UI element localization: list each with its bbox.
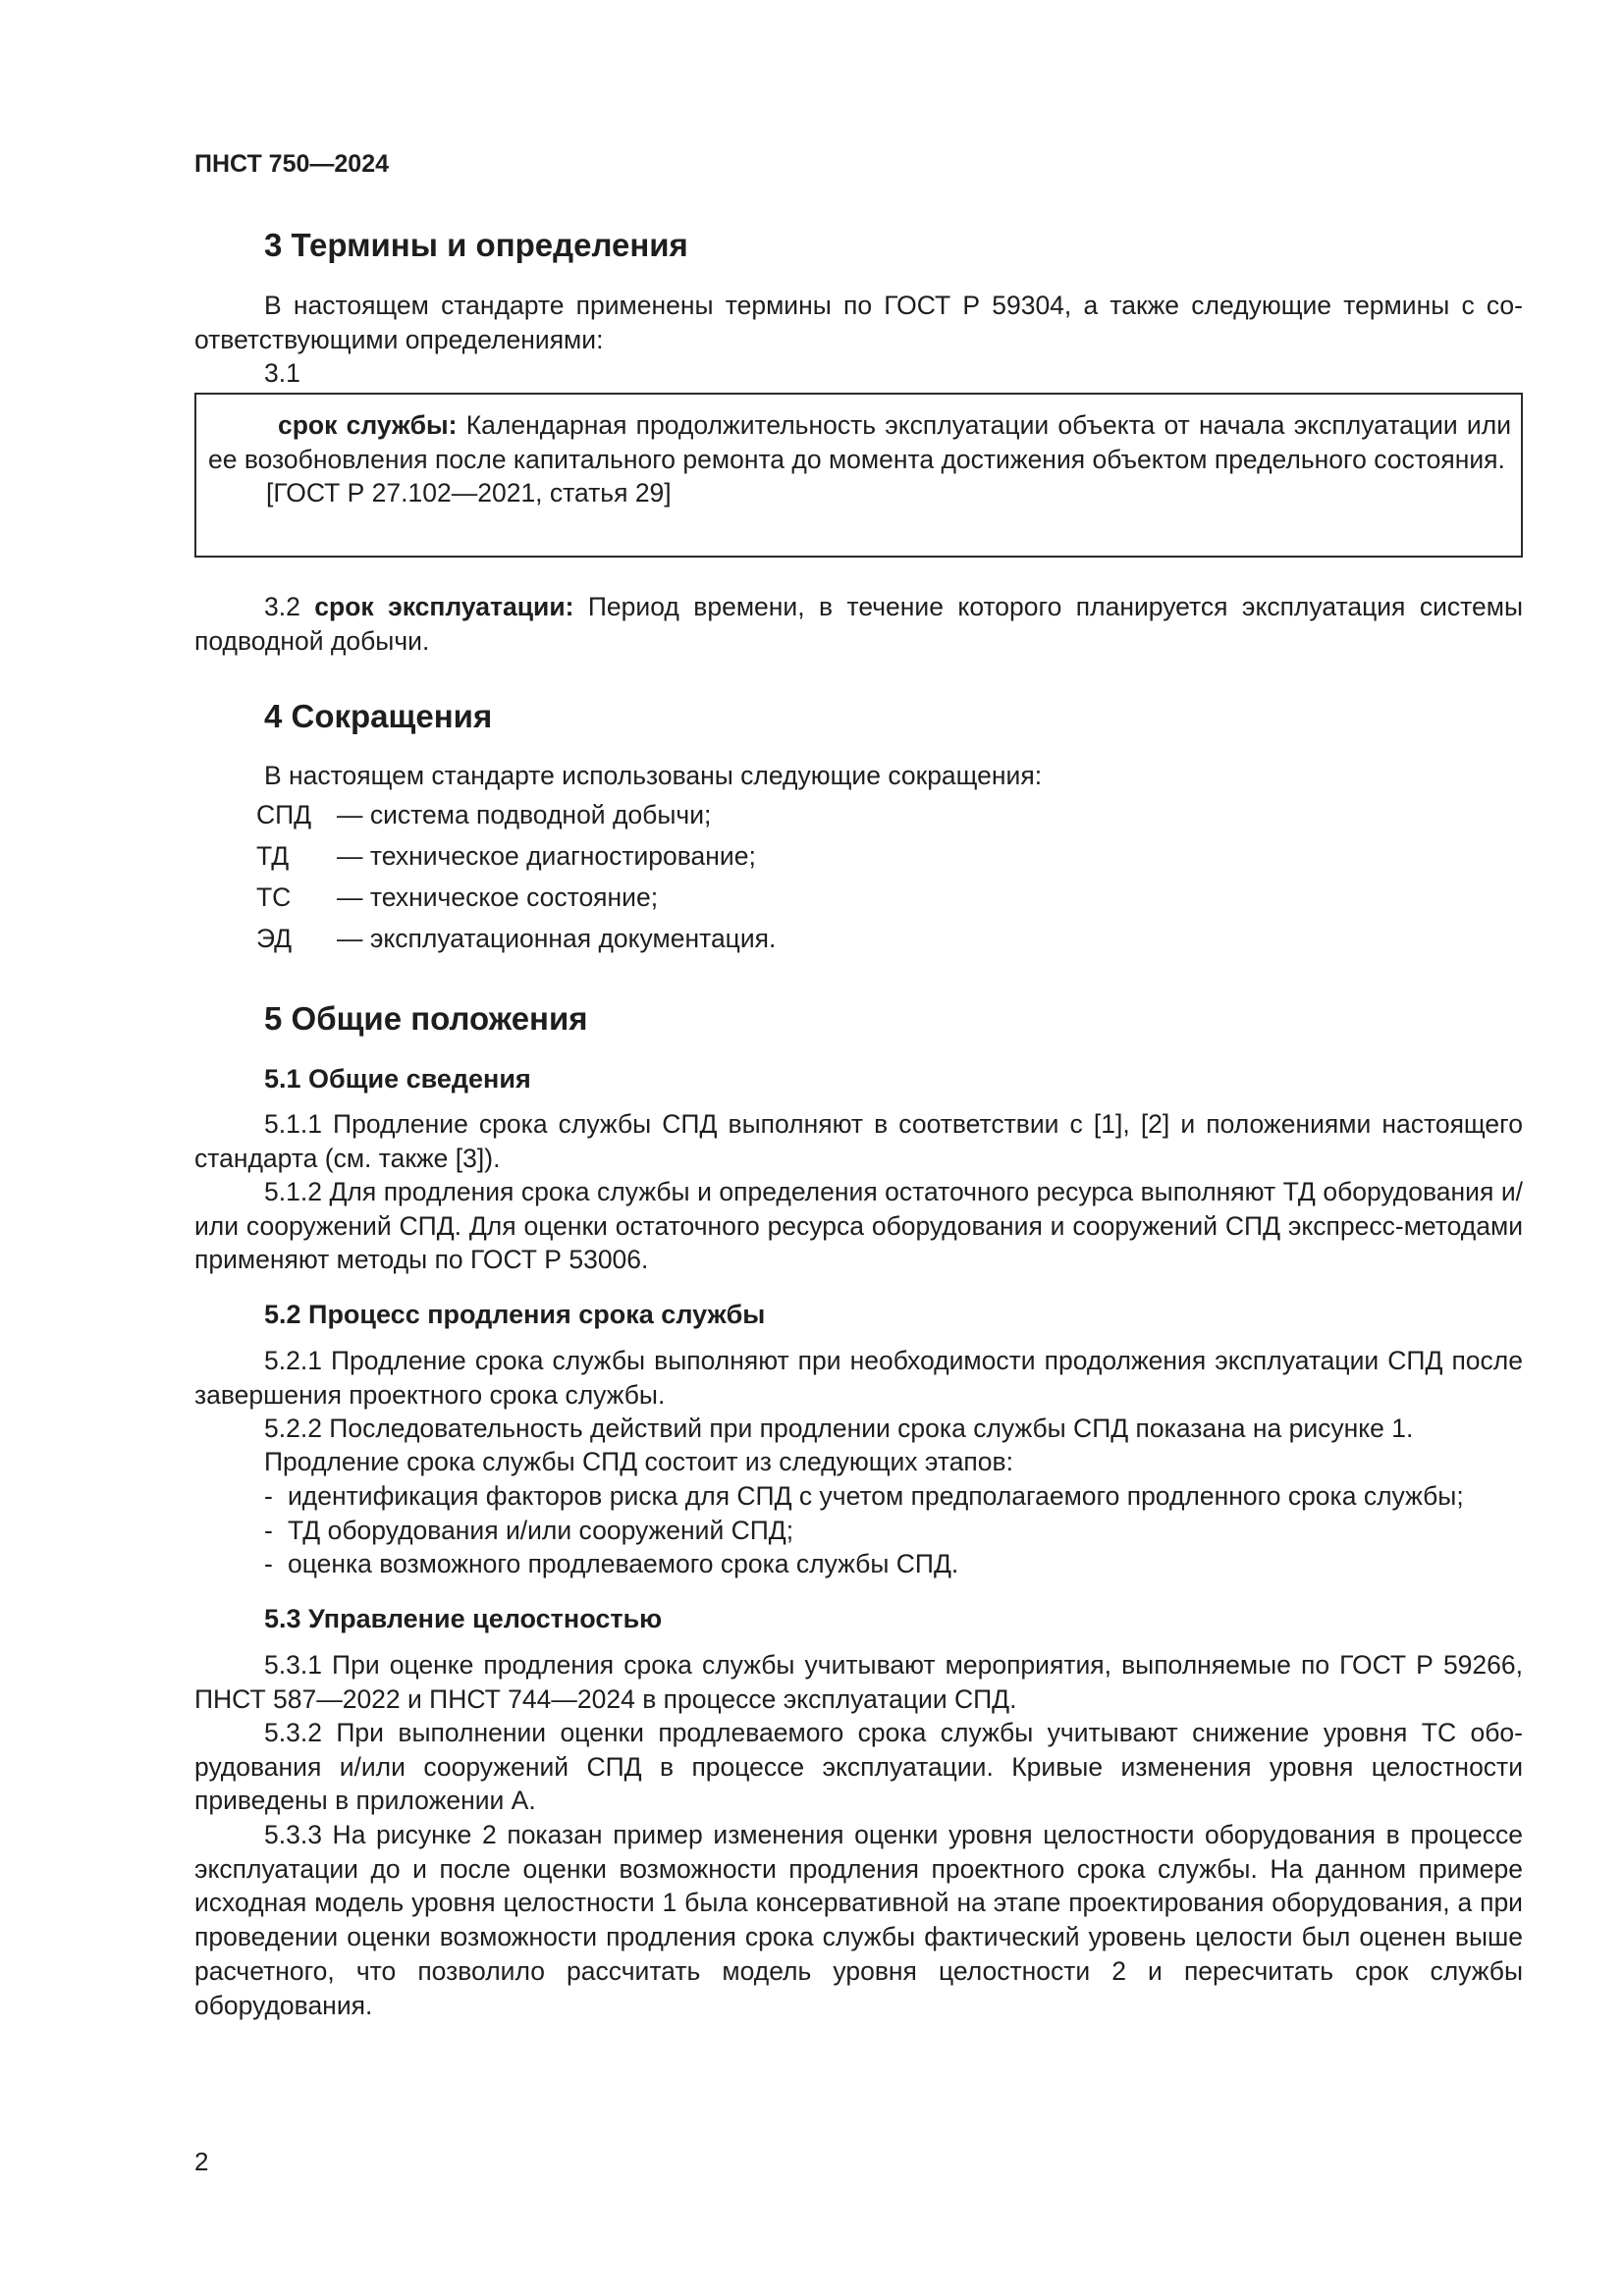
paragraph-5-1-2: 5.1.2 Для продления срока службы и определения остаточного ресурса выполняют ТД оборудования и/или сооружений СПД. Для оценки остаточного ресурса оборудования и сооружений СПД экспресс-методами применяют методы по ГОСТ Р 53006. (194, 1177, 1523, 1275)
term-3-1-reference: [ГОСТ Р 27.102—2021, статья 29] (266, 478, 672, 508)
abbreviation-code: ТД (256, 840, 290, 871)
list-item: - оценка возможного продлеваемого срока службы СПД. (194, 1547, 1523, 1581)
abbreviation-list (194, 794, 1523, 959)
abbreviation-item (194, 794, 1523, 835)
term-3-1-number: 3.1 (264, 358, 300, 388)
term-3-2-term: срок эксплуатации: (314, 592, 574, 621)
abbreviation-text: — техническое диагностирование; (337, 840, 756, 871)
paragraph-5-3-2: 5.3.2 При выполнении оценки продлеваемого срока службы учитывают снижение уровня ТС оборудования и/или сооружений СПД в процессе эксплуатации. Кривые изменения уровня целостности приведены в приложении А. (194, 1718, 1523, 1816)
abbreviation-item (194, 918, 1523, 959)
section-3-title: 3 Термины и определения (264, 227, 688, 263)
list-item: - идентификация факторов риска для СПД с учетом предполагаемого продленного срока службы; (194, 1479, 1523, 1514)
paragraph-5-1-1: 5.1.1 Продление срока службы СПД выполняют в соответствии с [1], [2] и положениями настоящего стандарта (см. также [3]). (194, 1109, 1523, 1173)
paragraph-5-3-3: 5.3.3 На рисунке 2 показан пример изменения оценки уровня целостности оборудования в процессе эксплуатации до и после оценки возможности продления проектного срока службы. На данном примере исходная модель уровня целостности 1 была консервативной на этапе проектирования оборудования, а при проведении оценки возможности продления срока службы фактический уровень целости был оценен выше расчетного, что позволило рассчитать модель уровня целостности 2 и пересчитать срок службы оборудования. (194, 1820, 1523, 2020)
abbreviation-text: — техническое состояние; (337, 881, 659, 912)
term-3-1-definition (208, 408, 1511, 476)
document-header: ПНСТ 750—2024 (194, 150, 389, 178)
paragraph-5-2-2: 5.2.2 Последовательность действий при продлении срока службы СПД показана на рисунке 1. (264, 1414, 1414, 1443)
section-4-title: 4 Сокращения (264, 698, 493, 734)
term-3-2-text: Период времени, в течение которого планируется эксплуатация системы подводной добычи. (194, 592, 1524, 656)
abbreviation-code: СПД (256, 799, 312, 829)
section-5-title: 5 Общие положения (264, 1000, 588, 1037)
abbreviation-text: — эксплуатационная документация. (337, 923, 777, 953)
subsection-5-1-title: 5.1 Общие сведения (264, 1064, 531, 1094)
subsection-5-2-title: 5.2 Процесс продления срока службы (264, 1300, 766, 1329)
section-4-intro: В настоящем стандарте использованы следующие сокращения: (264, 761, 1043, 790)
term-3-1-term: срок службы: (278, 410, 458, 440)
abbreviation-item (194, 835, 1523, 877)
abbreviation-text: — система подводной добычи; (337, 799, 712, 829)
list-item: - ТД оборудования и/или сооружений СПД; (194, 1514, 1523, 1548)
abbreviation-code: ТС (256, 881, 292, 912)
term-3-1-text: Календарная продолжительность эксплуатации объекта от начала эксплуатации или ее возобновления после капитального ремонта до момента достижения объектом предельного состояния. (208, 410, 1511, 474)
paragraph-5-3-1: 5.3.1 При оценке продления срока службы учитывают мероприятия, выполняемые по ГОСТ Р 59266, ПНСТ 587—2022 и ПНСТ 744—2024 в процессе эксплуатации СПД. (194, 1650, 1523, 1714)
list-item-text: ТД оборудования и/или сооружений СПД; (288, 1515, 794, 1545)
term-3-1-box (194, 393, 1523, 558)
abbreviation-item (194, 877, 1523, 918)
section-3-intro: В настоящем стандарте применены термины по ГОСТ Р 59304, а также следующие термины с соответствующими определениями: (194, 291, 1523, 354)
term-3-2-number: 3.2 (264, 592, 315, 621)
list-item-text: идентификация факторов риска для СПД с учетом предполагаемого продленного срока службы; (288, 1481, 1464, 1511)
abbreviation-code: ЭД (256, 923, 293, 953)
paragraph-5-2-2-list-intro: Продление срока службы СПД состоит из следующих этапов: (264, 1447, 1013, 1476)
term-3-2 (194, 590, 1523, 658)
stage-list (194, 1479, 1523, 1581)
paragraph-5-2-1: 5.2.1 Продление срока службы выполняют при необходимости продолжения эксплуатации СПД после завершения проектного срока службы. (194, 1346, 1523, 1410)
subsection-5-3-title: 5.3 Управление целостностью (264, 1604, 663, 1633)
page-number: 2 (194, 2147, 209, 2176)
list-item-text: оценка возможного продлеваемого срока службы СПД. (288, 1549, 959, 1579)
